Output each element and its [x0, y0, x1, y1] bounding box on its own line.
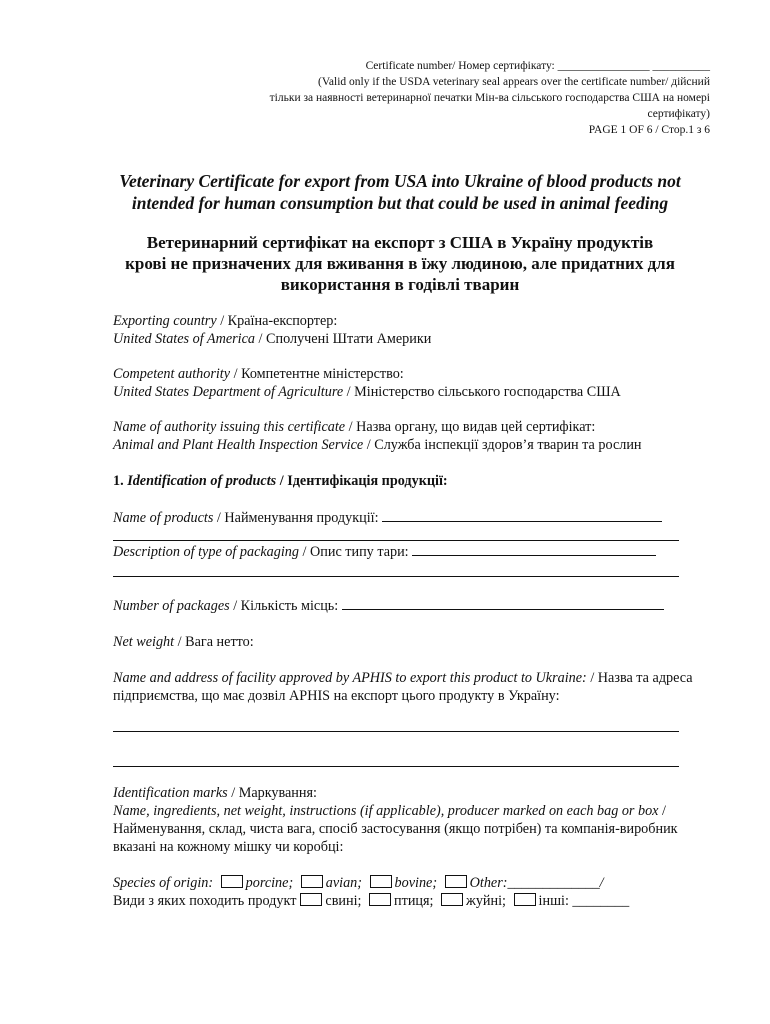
pig-label-uk: свині;	[325, 893, 362, 909]
issuing-authority	[113, 418, 693, 454]
bovine-label: bovine;	[394, 875, 438, 891]
exporting-value-uk: / Сполучені Штати Америки	[255, 331, 432, 347]
validity-note-3: сертифікату)	[647, 108, 710, 120]
avian-label: avian;	[325, 875, 362, 891]
bird-label-uk: птиця;	[394, 893, 434, 909]
species-label-en: Species of origin:	[113, 875, 214, 891]
cattle-checkbox-uk[interactable]	[441, 893, 463, 906]
issuing-value-en: Animal and Plant Health Inspection Service	[113, 437, 364, 453]
net-weight-field	[113, 633, 693, 651]
section-number: 1.	[113, 473, 128, 489]
product-name-continuation-line[interactable]	[113, 540, 679, 541]
product-name-field	[113, 509, 693, 527]
competent-label-uk: / Компетентне міністерство:	[230, 366, 404, 382]
facility-line-1[interactable]	[113, 731, 679, 732]
packaging-label-en: Description of type of packaging	[113, 544, 299, 560]
net-weight-label-uk: / Вага нетто:	[174, 634, 254, 650]
other-label-uk: інші: ________	[538, 893, 630, 909]
product-name-blank[interactable]	[382, 509, 662, 522]
exporting-value-en: United States of America	[113, 331, 255, 347]
certificate-header	[150, 58, 710, 138]
pig-checkbox-uk[interactable]	[300, 893, 322, 906]
facility-label-uk: / Назва та адреса підприємства, що має дозвіл APHIS на експорт цього продукту в Україну:	[113, 670, 693, 704]
packages-blank[interactable]	[342, 597, 664, 610]
species-label-uk: Види з яких походить продукт	[113, 893, 297, 909]
issuing-label-en: Name of authority issuing this certificate	[113, 419, 346, 435]
title-ukrainian	[100, 232, 700, 295]
competent-value-uk: / Міністерство сільського господарства США	[343, 384, 621, 400]
porcine-checkbox[interactable]	[221, 875, 243, 888]
page-number: PAGE 1 OF 6 / Стор.1 з 6	[588, 124, 710, 136]
cattle-label-uk: жуйні;	[466, 893, 506, 909]
exporting-label-en: Exporting country	[113, 313, 217, 329]
packaging-blank[interactable]	[412, 543, 656, 556]
title-uk-line-3: використання в годівлі тварин	[280, 275, 520, 294]
product-name-label-uk: / Найменування продукції:	[213, 510, 383, 526]
facility-line-2[interactable]	[113, 766, 679, 767]
packages-label-uk: / Кількість місць:	[229, 598, 342, 614]
bovine-checkbox[interactable]	[370, 875, 392, 888]
other-checkbox-uk[interactable]	[514, 893, 536, 906]
bird-checkbox-uk[interactable]	[369, 893, 391, 906]
section-title-uk: / Ідентифікація продукції:	[276, 473, 448, 489]
marks-desc-en: Name, ingredients, net weight, instructions (if applicable), producer marked on each bag or box	[113, 803, 659, 819]
other-checkbox[interactable]	[445, 875, 467, 888]
validity-note-2: тільки за наявності ветеринарної печатки Мін-ва сільського господарства США на номері	[269, 92, 710, 104]
marks-label-en: Identification marks	[113, 785, 228, 801]
competent-authority	[113, 365, 693, 401]
identification-marks	[113, 784, 693, 856]
issuing-label-uk: / Назва органу, що видав цей сертифікат:	[345, 419, 596, 435]
packages-label-en: Number of packages	[113, 598, 230, 614]
packaging-label-uk: / Опис типу тари:	[298, 544, 413, 560]
title-en-line-2: intended for human consumption but that could be used in animal feeding	[131, 193, 669, 213]
exporting-country	[113, 312, 693, 348]
product-name-label-en: Name of products	[113, 510, 214, 526]
facility-label-en: Name and address of facility approved by APHIS to export this product to Ukraine:	[113, 670, 587, 686]
packaging-continuation-line[interactable]	[113, 576, 679, 577]
section-title-en: Identification of products	[127, 473, 277, 489]
marks-desc-uk: / Найменування, склад, чиста вага, спосіб застосування (якщо потрібен) та компанія-виробник вказані на кожному мішку чи коробці:	[113, 803, 678, 855]
competent-value-en: United States Department of Agriculture	[113, 384, 344, 400]
title-en-line-1: Veterinary Certificate for export from USA into Ukraine of blood products not	[119, 171, 681, 191]
species-of-origin	[113, 874, 713, 910]
competent-label-en: Competent authority	[113, 366, 231, 382]
exporting-label-uk: / Країна-експортер:	[216, 313, 338, 329]
porcine-label: porcine;	[245, 875, 294, 891]
title-uk-line-2: крові не призначених для вживання в їжу людиною, але придатних для	[125, 254, 675, 273]
section-1-heading	[113, 472, 693, 490]
facility-field	[113, 669, 693, 705]
title-uk-line-1: Ветеринарний сертифікат на експорт з США в Україну продуктів	[146, 233, 654, 252]
packages-count-field	[113, 597, 693, 615]
title-english	[110, 170, 690, 214]
certificate-number-line: Certificate number/ Номер сертифікату: ________________ __________	[365, 60, 710, 72]
net-weight-label-en: Net weight	[113, 634, 175, 650]
avian-checkbox[interactable]	[301, 875, 323, 888]
issuing-value-uk: / Служба інспекції здоров’я тварин та рослин	[363, 437, 642, 453]
other-label: Other:_____________/	[469, 875, 604, 891]
packaging-field	[113, 543, 693, 561]
validity-note-1: (Valid only if the USDA veterinary seal appears over the certificate number/ дійсний	[318, 76, 710, 88]
marks-label-uk: / Маркування:	[227, 785, 317, 801]
